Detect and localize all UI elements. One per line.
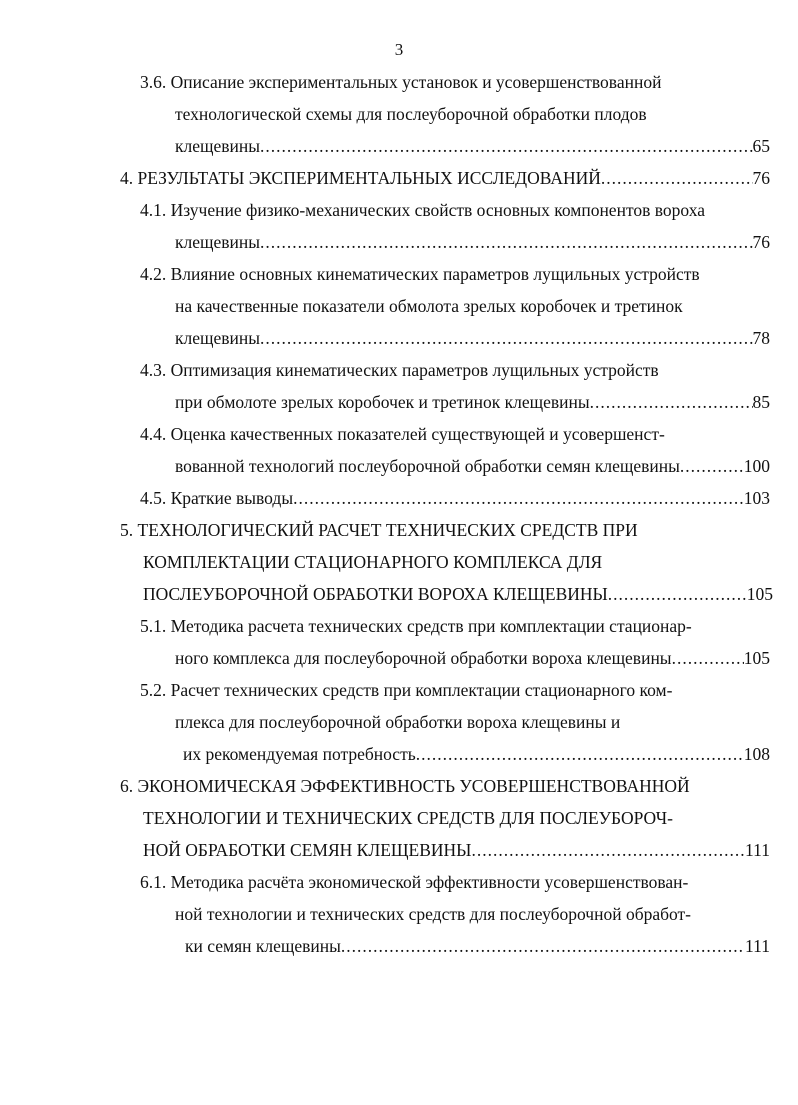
- toc-section-6-line1: 6. ЭКОНОМИЧЕСКАЯ ЭФФЕКТИВНОСТЬ УСОВЕРШЕНСТВОВАННОЙ: [120, 776, 690, 796]
- page-ref: 103: [743, 488, 770, 508]
- toc-entry-3-6-line1: 3.6. Описание экспериментальных установок и усовершенствованной: [140, 72, 662, 92]
- leader-dots: [260, 230, 753, 254]
- toc-entry-6-1-line3: ки семян клещевины: [185, 936, 341, 956]
- page-ref: 111: [745, 840, 770, 860]
- toc-entry-4-1-line1: 4.1. Изучение физико-механических свойств основных компонентов вороха: [140, 200, 705, 220]
- toc-entry-4-3[interactable]: [175, 390, 770, 414]
- leader-dots: [680, 454, 744, 478]
- toc-entry-6-1[interactable]: [185, 934, 770, 958]
- toc-section-5[interactable]: [143, 582, 773, 606]
- toc-entry-4-1-line2: клещевины: [175, 232, 260, 252]
- leader-dots: [260, 326, 753, 350]
- page-ref: 76: [752, 232, 770, 252]
- page-ref: 78: [752, 328, 770, 348]
- toc-entry-4-3-line2: при обмолоте зрелых коробочек и третинок клещевины: [175, 392, 590, 412]
- toc-entry-5-2-line2: плекса для послеуборочной обработки вороха клещевины и: [175, 712, 621, 732]
- toc-entry-4-2-line3: клещевины: [175, 328, 260, 348]
- page-ref: 76: [752, 168, 770, 188]
- page-ref: 105: [743, 648, 770, 668]
- leader-dots: [293, 486, 744, 510]
- toc-entry-4-1[interactable]: [175, 230, 770, 254]
- toc-entry-4-2-line1: 4.2. Влияние основных кинематических параметров лущильных устройств: [140, 264, 700, 284]
- toc-section-6-line3: НОЙ ОБРАБОТКИ СЕМЯН КЛЕЩЕВИНЫ: [143, 840, 472, 860]
- toc-entry-5-1[interactable]: [175, 646, 770, 670]
- toc-entry-4-5-title: 4.5. Краткие выводы: [140, 488, 294, 508]
- toc-entry-6-1-line1: 6.1. Методика расчёта экономической эффективности усовершенствован-: [140, 872, 689, 892]
- toc-section-5-line3: ПОСЛЕУБОРОЧНОЙ ОБРАБОТКИ ВОРОХА КЛЕЩЕВИНЫ: [143, 584, 608, 604]
- toc-entry-3-6-line2: технологической схемы для послеуборочной обработки плодов: [175, 104, 647, 124]
- toc-entry-4-5[interactable]: [140, 486, 770, 510]
- leader-dots: [608, 582, 747, 606]
- page-number: 3: [394, 40, 404, 59]
- leader-dots: [260, 134, 753, 158]
- toc-section-5-line2: КОМПЛЕКТАЦИИ СТАЦИОНАРНОГО КОМПЛЕКСА ДЛЯ: [143, 552, 603, 572]
- toc-section-4[interactable]: [120, 166, 770, 190]
- toc-entry-4-2-line2: на качественные показатели обмолота зрелых коробочек и третинок: [175, 296, 683, 316]
- toc-entry-4-4[interactable]: [175, 454, 770, 478]
- leader-dots: [471, 838, 745, 862]
- leader-dots: [672, 646, 744, 670]
- toc-entry-4-3-line1: 4.3. Оптимизация кинематических параметров лущильных устройств: [140, 360, 659, 380]
- toc-entry-4-2[interactable]: [175, 326, 770, 350]
- toc-section-6-line2: ТЕХНОЛОГИИ И ТЕХНИЧЕСКИХ СРЕДСТВ ДЛЯ ПОСЛЕУБОРОЧ-: [143, 808, 673, 828]
- toc-section-6[interactable]: [143, 838, 770, 862]
- toc-entry-5-2[interactable]: [183, 742, 770, 766]
- toc-section-5-line1: 5. ТЕХНОЛОГИЧЕСКИЙ РАСЧЕТ ТЕХНИЧЕСКИХ СРЕДСТВ ПРИ: [120, 520, 638, 540]
- page-ref: 65: [752, 136, 770, 156]
- toc-entry-5-2-line1: 5.2. Расчет технических средств при комплектации стационарного ком-: [140, 680, 673, 700]
- leader-dots: [341, 934, 745, 958]
- page-ref: 105: [746, 584, 773, 604]
- toc-entry-5-1-line2: ного комплекса для послеуборочной обработки вороха клещевины: [175, 648, 672, 668]
- toc-entry-5-1-line1: 5.1. Методика расчета технических средств при комплектации стационар-: [140, 616, 692, 636]
- toc-entry-3-6-line3: клещевины: [175, 136, 260, 156]
- leader-dots: [590, 390, 753, 414]
- toc-entry-3-6[interactable]: [175, 134, 770, 158]
- leader-dots: [416, 742, 744, 766]
- toc-entry-4-4-line1: 4.4. Оценка качественных показателей существующей и усовершенст-: [140, 424, 665, 444]
- toc-entry-6-1-line2: ной технологии и технических средств для послеуборочной обработ-: [175, 904, 692, 924]
- page-ref: 100: [743, 456, 770, 476]
- page-ref: 111: [745, 936, 770, 956]
- page-ref: 85: [752, 392, 770, 412]
- toc-entry-5-2-line3: их рекомендуемая потребность: [183, 744, 416, 764]
- page-ref: 108: [743, 744, 770, 764]
- leader-dots: [601, 166, 753, 190]
- section-title: 4. РЕЗУЛЬТАТЫ ЭКСПЕРИМЕНТАЛЬНЫХ ИССЛЕДОВАНИЙ: [120, 168, 601, 188]
- toc-entry-4-4-line2: вованной технологий послеуборочной обработки семян клещевины: [175, 456, 680, 476]
